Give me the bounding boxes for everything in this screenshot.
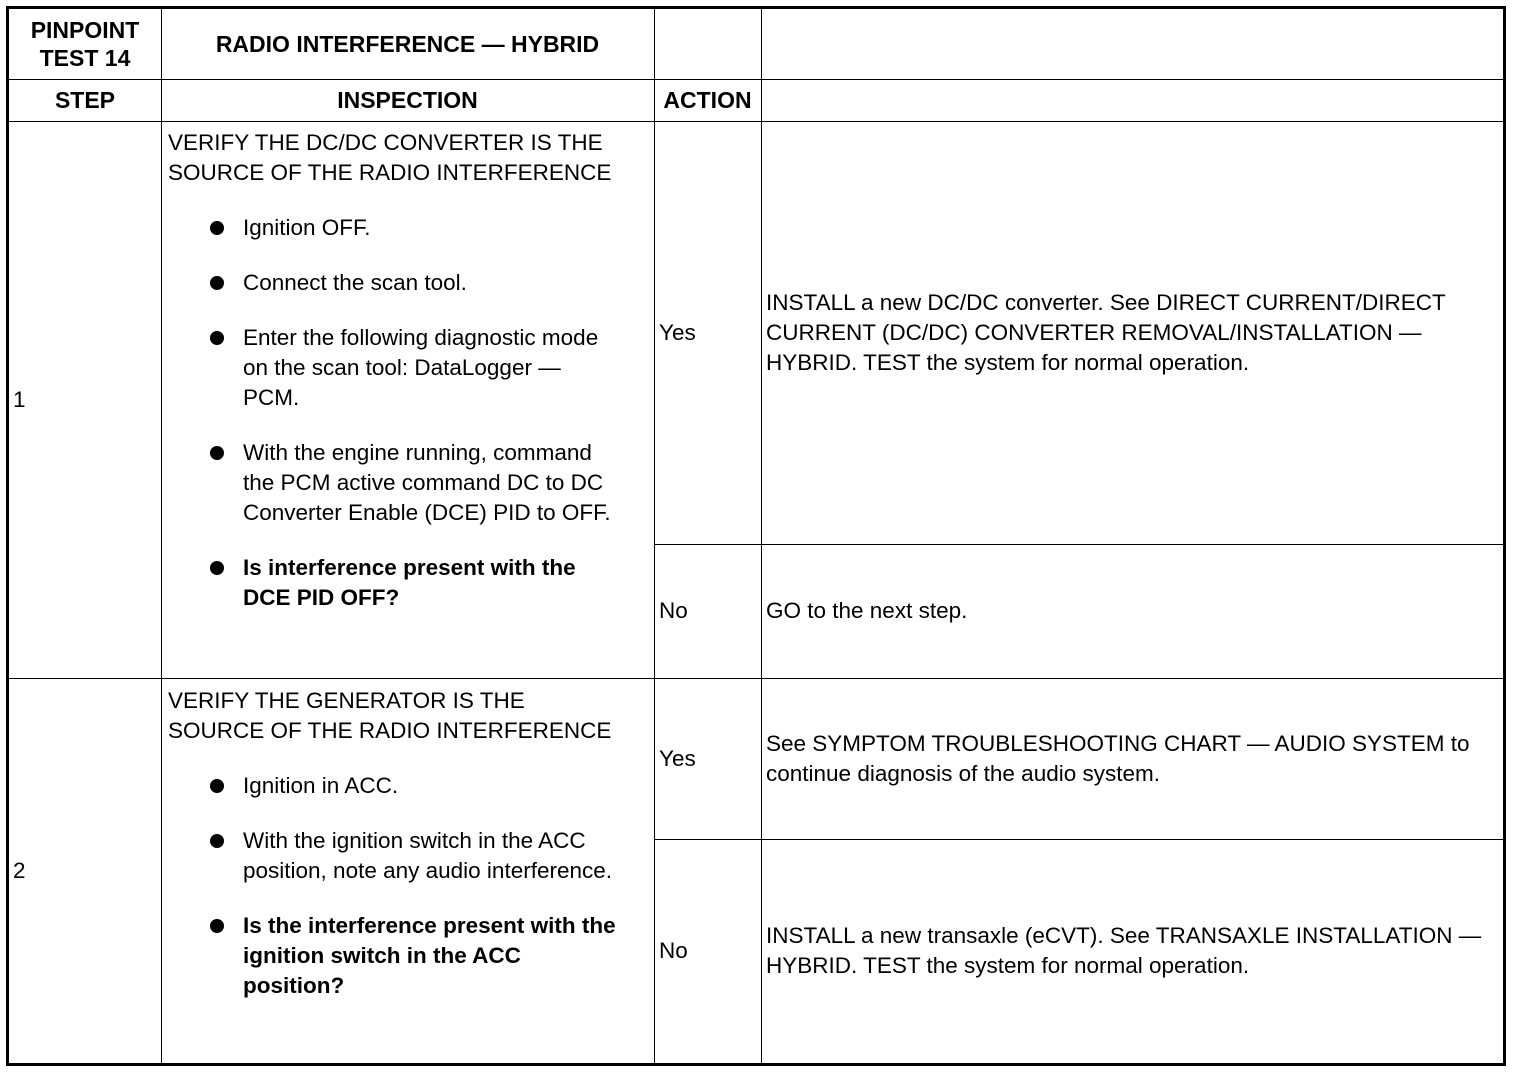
action-no-result: INSTALL a new transaxle (eCVT). See TRANSAXLE INSTALLATION — HYBRID. TEST the system for normal operation. <box>766 923 1482 978</box>
step-column-divider <box>161 9 162 1063</box>
action-yes-result: See SYMPTOM TROUBLESHOOTING CHART — AUDIO SYSTEM to continue diagnosis of the audio system. <box>766 730 1470 786</box>
column-header-step: STEP <box>54 87 116 113</box>
step-inspection <box>168 128 623 678</box>
column-header-inspection: INSPECTION <box>337 87 478 113</box>
action-yes-label: Yes <box>659 745 696 771</box>
inspection-bullet: Enter the following diagnostic mode on the scan tool: DataLogger — PCM. <box>168 323 623 413</box>
step-number: 2 <box>13 857 26 883</box>
inspection-question: Is interference present with the DCE PID OFF? <box>168 553 623 613</box>
column-header-action: ACTION <box>663 87 752 113</box>
action-no-label: No <box>659 938 688 963</box>
step-number: 1 <box>13 386 26 412</box>
test-title: RADIO INTERFERENCE — HYBRID <box>215 31 600 57</box>
pinpoint-test-table <box>6 6 1506 1066</box>
action-no-label: No <box>659 598 688 623</box>
inspection-bullet: Connect the scan tool. <box>168 268 623 298</box>
inspection-bullet-list <box>168 771 623 1001</box>
inspection-bullet-list <box>168 213 623 613</box>
action-yes-label: Yes <box>659 319 696 345</box>
inspection-heading: VERIFY THE DC/DC CONVERTER IS THE SOURCE OF THE RADIO INTERFERENCE <box>168 130 612 185</box>
inspection-bullet: With the engine running, command the PCM active command DC to DC Converter Enable (DCE) PID to OFF. <box>168 438 623 528</box>
inspection-heading: VERIFY THE GENERATOR IS THE SOURCE OF THE RADIO INTERFERENCE <box>168 688 612 743</box>
pinpoint-test-label: PINPOINT TEST 14 <box>30 17 140 71</box>
inspection-bullet: With the ignition switch in the ACC position, note any audio interference. <box>168 826 623 886</box>
action-yes-result: INSTALL a new DC/DC converter. See DIRECT CURRENT/DIRECT CURRENT (DC/DC) CONVERTER REMOVAL/INSTALLATION — HYBRID. TEST the system for normal operation. <box>766 289 1446 375</box>
step-inspection <box>168 686 623 1063</box>
inspection-bullet: Ignition OFF. <box>168 213 623 243</box>
inspection-bullet: Ignition in ACC. <box>168 771 623 801</box>
inspection-question: Is the interference present with the ignition switch in the ACC position? <box>168 911 623 1001</box>
action-no-result: GO to the next step. <box>766 598 968 623</box>
